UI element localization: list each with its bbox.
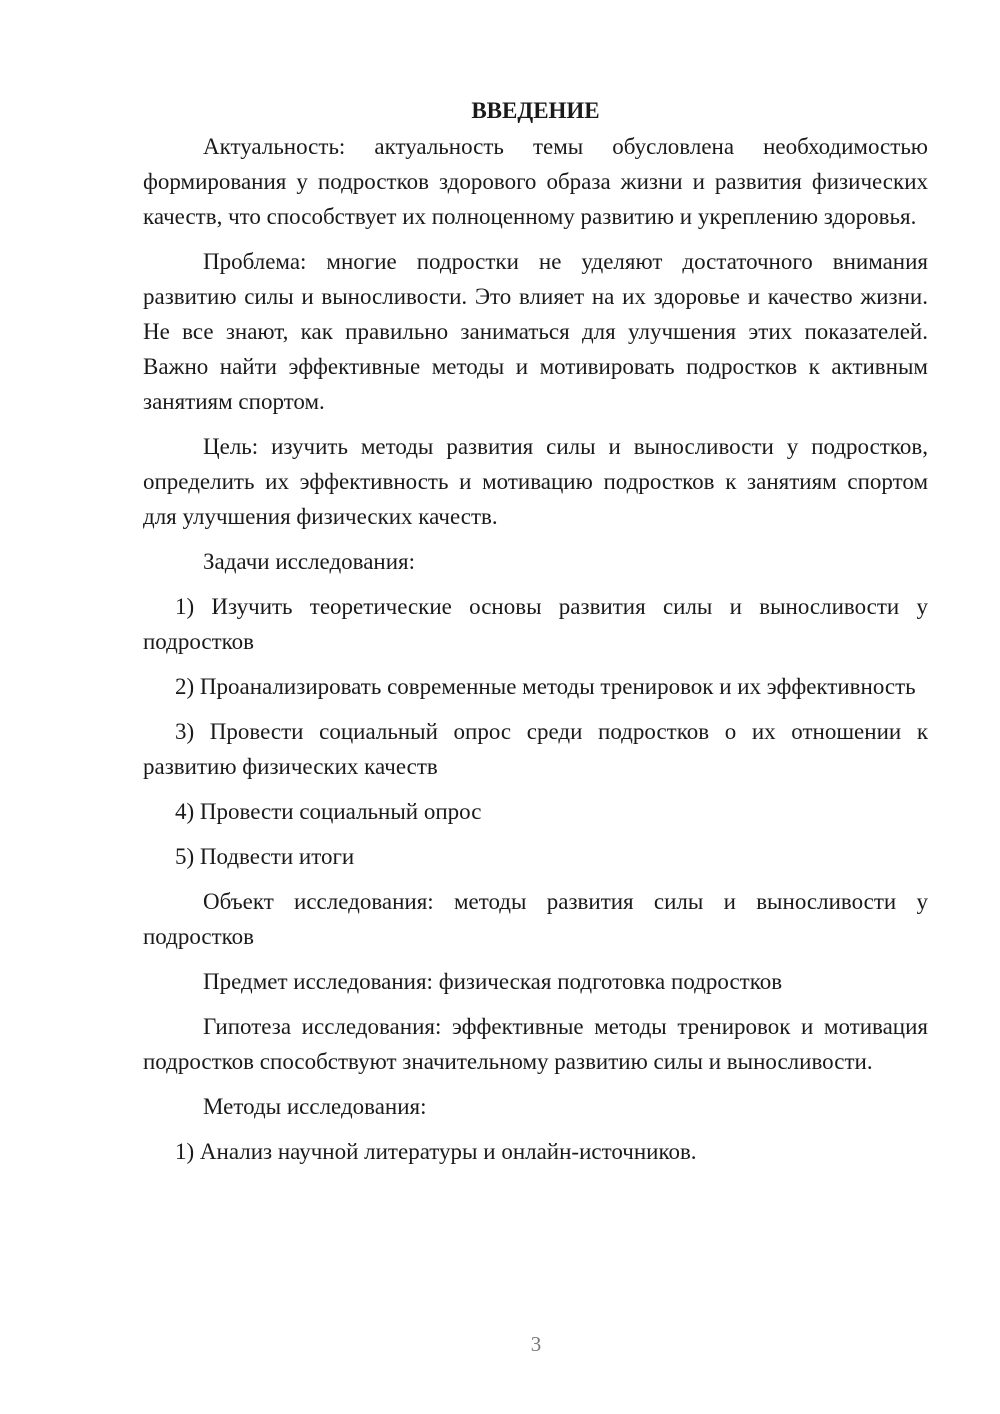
section-heading: ВВЕДЕНИЕ	[471, 98, 600, 123]
method-item-1: 1) Анализ научной литературы и онлайн-источников.	[175, 1139, 697, 1164]
hypothesis-paragraph: Гипотеза исследования: эффективные методы тренировок и мотивация подростков способствуют значительному развитию силы и выносливости.	[143, 1014, 928, 1074]
subject-paragraph: Предмет исследования: физическая подготовка подростков	[203, 969, 783, 994]
tasks-label: Задачи исследования:	[203, 549, 416, 574]
object-paragraph: Объект исследования: методы развития силы и выносливости у подростков	[143, 889, 928, 949]
task-item-1: 1) Изучить теоретические основы развития силы и выносливости у подростков	[143, 594, 928, 654]
task-item-2: 2) Проанализировать современные методы тренировок и их эффективность	[175, 674, 916, 699]
problem-paragraph: Проблема: многие подростки не уделяют достаточного внимания развитию силы и выносливости. Это влияет на их здоровье и качество жизни. Не все знают, как правильно заниматься для улучшения этих показателей. Важно найти эффективные методы и мотивировать подростков к активным занятиям спортом.	[143, 249, 928, 414]
page-number: 3	[530, 1332, 542, 1356]
relevance-paragraph: Актуальность: актуальность темы обусловлена необходимостью формирования у подростков здорового образа жизни и развития физических качеств, что способствует их полноценному развитию и укреплению здоровья.	[143, 134, 928, 229]
task-item-3: 3) Провести социальный опрос среди подростков о их отношении к развитию физических качеств	[143, 719, 928, 779]
page-content	[143, 93, 928, 1179]
goal-paragraph: Цель: изучить методы развития силы и выносливости у подростков, определить их эффективность и мотивацию подростков к занятиям спортом для улучшения физических качеств.	[143, 434, 928, 529]
task-item-4: 4) Провести социальный опрос	[175, 799, 482, 824]
methods-label: Методы исследования:	[203, 1094, 427, 1119]
task-item-5: 5) Подвести итоги	[175, 844, 355, 869]
